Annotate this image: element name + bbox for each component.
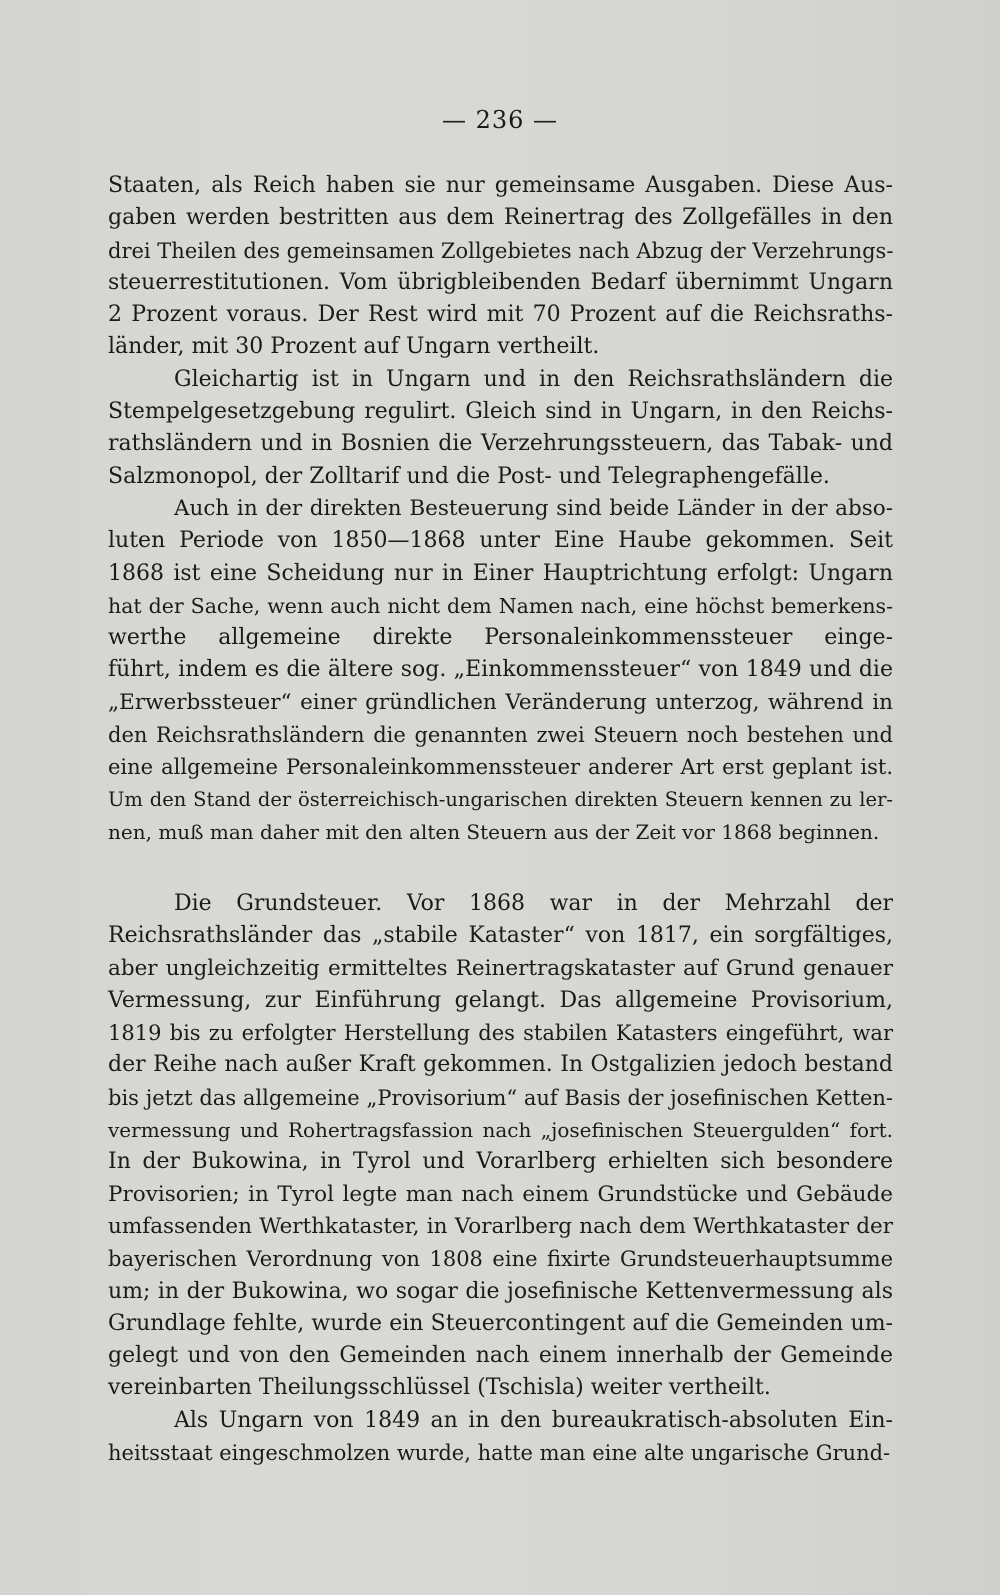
text-line: Grundlage fehlte, wurde ein Steuercontingent auf die Gemeinden um- [108, 1310, 893, 1336]
text-line: gaben werden bestritten aus dem Reinertrag des Zollgefälles in den [108, 205, 893, 231]
text-line: 2 Prozent voraus. Der Rest wird mit 70 Prozent auf die Reichsraths- [108, 302, 893, 328]
text-line: führt, indem es die ältere sog. „Einkommenssteuer“ von 1849 und die [108, 657, 893, 683]
text-line: Gleichartig ist in Ungarn und in den Reichsrathsländern die [174, 366, 893, 392]
text-line: hat der Sache, wenn auch nicht dem Namen nach, eine höchst bemerkens- [108, 593, 893, 618]
paragraph [108, 493, 893, 848]
page-number: — 236 — [441, 106, 559, 134]
text-line: Als Ungarn von 1849 an in den bureaukratisch-absoluten Ein- [174, 1407, 893, 1433]
paragraph [108, 170, 893, 364]
paragraph [108, 888, 893, 1405]
text-line: umfassenden Werthkataster, in Vorarlberg nach dem Werthkataster der [108, 1213, 893, 1239]
text-line: „Erwerbssteuer“ einer gründlichen Veränderung unterzog, während in [108, 689, 893, 715]
text-line: werthe allgemeine direkte Personaleinkommenssteuer einge- [108, 625, 893, 651]
text-line: vereinbarten Theilungsschlüssel (Tschisla) weiter vertheilt. [108, 1375, 771, 1401]
text-line: den Reichsrathsländern die genannten zwei Steuern noch bestehen und [108, 723, 893, 748]
text-line: drei Theilen des gemeinsamen Zollgebietes nach Abzug der Verzehrungs- [108, 238, 894, 263]
text-line: rathsländern und in Bosnien die Verzehrungssteuern, das Tabak- und [108, 431, 893, 457]
text-line: länder, mit 30 Prozent auf Ungarn vertheilt. [108, 334, 600, 360]
text-line: Stempelgesetzgebung regulirt. Gleich sind in Ungarn, in den Reichs- [108, 399, 893, 425]
text-line: bis jetzt das allgemeine „Provisorium“ auf Basis der josefinischen Ketten- [108, 1085, 893, 1110]
text-line: nen, muß man daher mit den alten Steuern aus der Zeit vor 1868 beginnen. [108, 819, 880, 844]
text-line: In der Bukowina, in Tyrol und Vorarlberg erhielten sich besondere [108, 1149, 893, 1175]
text-line: heitsstaat eingeschmolzen wurde, hatte man eine alte ungarische Grund- [108, 1441, 891, 1466]
text-line: Staaten, als Reich haben sie nur gemeinsame Ausgaben. Diese Aus- [108, 173, 893, 198]
text-line: steuerrestitutionen. Vom übrigbleibenden Bedarf übernimmt Ungarn [108, 269, 893, 295]
text-line: Auch in der direkten Besteuerung sind beide Länder in der abso- [174, 495, 893, 521]
text-line: um; in der Bukowina, wo sogar die josefinische Kettenvermessung als [108, 1278, 893, 1304]
text-line: vermessung und Rohertragsfassion nach „josefinischen Steuergulden“ fort. [108, 1118, 893, 1143]
paragraph [108, 1405, 893, 1470]
text-line: Um den Stand der österreichisch-ungarischen direkten Steuern kennen zu ler- [108, 787, 893, 811]
text-line: aber ungleichzeitig ermitteltes Reinertragskataster auf Grund genauer [108, 955, 893, 981]
paragraph [108, 364, 893, 493]
text-line: eine allgemeine Personaleinkommenssteuer anderer Art erst geplant ist. [108, 755, 893, 780]
text-block-upper [108, 170, 893, 848]
text-line: 1819 bis zu erfolgter Herstellung des stabilen Katasters eingeführt, war [108, 1021, 893, 1046]
text-line: 1868 ist eine Scheidung nur in Einer Hauptrichtung erfolgt: Ungarn [108, 560, 893, 586]
text-line: luten Periode von 1850—1868 unter Eine Haube gekommen. Seit [108, 528, 893, 554]
text-line: der Reihe nach außer Kraft gekommen. In Ostgalizien jedoch bestand [108, 1052, 893, 1078]
text-line: Salzmonopol, der Zolltarif und die Post- und Telegraphengefälle. [108, 463, 830, 489]
text-line: bayerischen Verordnung von 1808 eine fixirte Grundsteuerhauptsumme [108, 1247, 893, 1272]
text-line: Die Grundsteuer. Vor 1868 war in der Mehrzahl der [174, 891, 893, 916]
text-block-lower [108, 888, 893, 1469]
text-line: Vermessung, zur Einführung gelangt. Das allgemeine Provisorium, [108, 987, 893, 1013]
text-line: Provisorien; in Tyrol legte man nach einem Grundstücke und Gebäude [108, 1181, 893, 1207]
text-line: gelegt und von den Gemeinden nach einem innerhalb der Gemeinde [108, 1343, 893, 1369]
text-line: Reichsrathsländer das „stabile Kataster“ von 1817, ein sorgfältiges, [108, 923, 893, 949]
